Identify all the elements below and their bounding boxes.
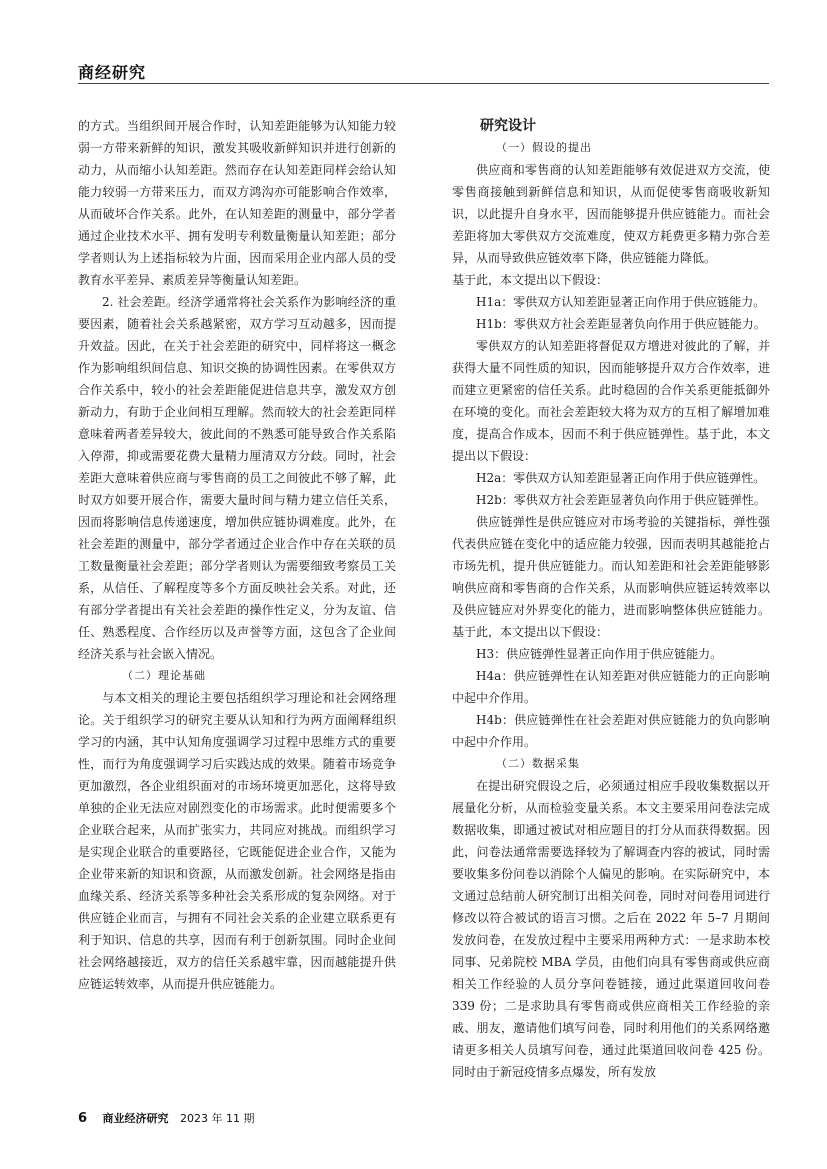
subheading-data-collection: （二）数据采集 — [496, 757, 580, 770]
paragraph-data-collection: 在提出研究假设之后，必须通过相应手段收集数据以开展量化分析，从而检验变量关系。本文主要采用问卷法完成数据收集，即通过被试对相应题目的打分从而获得数据。因此，问卷法通常需要选择较为了解调查内容的被试，同时需要收集多份问卷以消除个人偏见的影响。在实际研究中，本文通过总结前人研究制订出相关问卷，同时对问卷用词进行修改以符合被试的语言习惯。之后在 2022 年 5–7 月期间发放问卷，在发放过程中主要采用两种方式：一是求助本校同事、兄弟院校 MBA 学员，由他们向具有零售商或供应商相关工作经验的人员分享问卷链接，通过此渠道回收问卷 339 份；二是求助具有零售商或供应商相关工作经验的亲戚、朋友，邀请他们填写问卷，同时利用他们的关系网络邀请更多相关人员填写问卷，通过此渠道回收问卷 425 份。同时由于新冠疫情多点爆发，所有发放 — [452, 779, 770, 1079]
paragraph-cognitive-gap-continued: 的方式。当组织间开展合作时，认知差距能够为认知能力较弱一方带来新鲜的知识，激发其吸收新鲜知识并进行创新的动力，从而缩小认知差距。然而存在认知差距同样会给认知能力较弱一方带来压力，而双方鸿沟亦可能影响合作效率，从而破坏合作关系。此外，在认知差距的测量中，部分学者通过企业技术水平、拥有发明专利数量衡量认知差距；部分学者则认为上述指标较为片面，因而采用企业内部人员的受教育水平差异、素质差异等衡量认知差距。 — [78, 119, 396, 287]
paragraph-hypothesis-lead: 基于此，本文提出以下假设： — [452, 273, 609, 287]
footer-journal-name: 商业经济研究 — [102, 1112, 169, 1125]
paragraph-resilience-capability: 供应链弹性是供应链应对市场考验的关键指标，弹性强代表供应链在变化中的适应能力较强，因而表明其越能抢占市场先机，提升供应链能力。而认知差距和社会差距能够影响供应商和零售商的合作关系，从而影响供应链运转效率以及供应链应对外界变化的能力，进而影响整体供应链能力。基于此，本文提出以下假设： — [452, 515, 770, 639]
section-title-research-design: 研究设计 — [480, 118, 536, 134]
journal-title: 商经研究 — [78, 63, 147, 82]
paragraph-theory: 与本文相关的理论主要包括组织学习理论和社会网络理论。关于组织学习的研究主要从认知和行为两方面阐释组织学习的内涵，其中认知角度强调学习过程中思维方式的重要性，而行为角度强调学习后实践达成的效果。随着市场竞争更加激烈，各企业组织面对的市场环境更加恶化，这将导致单独的企业无法应对剧烈变化的市场需求。此时便需要多个企业联合起来，从而扩张实力，共同应对挑战。而组织学习是实现企业联合的重要路径，它既能促进企业合作，又能为企业带来新的知识和资源，从而激发创新。社会网络是指由血缘关系、经济关系等多种社会关系形成的复杂网络。对于供应链企业而言，与拥有不同社会关系的企业建立联系更有利于知识、信息的共享，因而有利于创新氛围。同时企业间社会网络越接近，双方的信任关系越牢靠，因而越能提升供应链运转效率，从而提升供应链能力。 — [78, 691, 396, 991]
footer-issue: 2023 年 11 期 — [180, 1112, 255, 1125]
left-column — [78, 115, 396, 995]
paragraph-resilience-gap: 零供双方的认知差距将督促双方增进对彼此的了解，并获得大量不同性质的知识，因而能够提升双方合作效率，进而建立更紧密的信任关系。此时稳固的合作关系更能抵御外在环境的变化。而社会差距较大将为双方的互相了解增加难度，提高合作成本，因而不利于供应链弹性。基于此，本文提出以下假设： — [452, 339, 770, 463]
header-divider — [78, 83, 769, 84]
hypothesis-h4b: H4b：供应链弹性在社会差距对供应链能力的负向影响中起中介作用。 — [452, 713, 770, 749]
hypothesis-h4a: H4a：供应链弹性在认知差距对供应链能力的正向影响中起中介作用。 — [452, 669, 770, 705]
paragraph-social-gap: 2. 社会差距。经济学通常将社会关系作为影响经济的重要因素，随着社会关系越紧密，双方学习互动越多，因而提升效益。因此，在关于社会差距的研究中，同样将这一概念作为影响组织间信息、知识交换的协调性因素。在零供双方合作关系中，较小的社会差距能促进信息共享，激发双方创新动力，有助于企业间相互理解。然而较大的社会差距同样意味着两者差异较大，彼此间的不熟悉可能导致合作关系陷入停滞，抑或需要花费大量精力厘清双方分歧。同时，社会差距大意味着供应商与零售商的员工之间彼此不够了解，此时双方如要开展合作，需要大量时间与精力建立信任关系，因而将影响信息传递速度，增加供应链协调难度。此外，在社会差距的测量中，部分学者通过企业合作中存在关联的员工数量衡量社会差距；部分学者则认为需要细致考察员工关系，从信任、了解程度等多个方面反映社会关系。对此，还有部分学者提出有关社会差距的操作性定义，分为友谊、信任、熟悉程度、合作经历以及声誉等方面，这包含了企业间经济关系与社会嵌入情况。 — [78, 295, 396, 661]
page-footer — [78, 1110, 255, 1126]
hypothesis-h2b: H2b：零供双方社会差距显著负向作用于供应链弹性。 — [476, 493, 766, 507]
subheading-hypotheses: （一）假设的提出 — [496, 141, 592, 154]
page-number: 6 — [78, 1111, 88, 1126]
paragraph-hypothesis-intro: 供应商和零售商的认知差距能够有效促进双方交流，使零售商接触到新鲜信息和知识，从而促使零售商吸收新知识，以此提升自身水平，因而能够提升供应链能力。而社会差距将加大零供双方交流难度，使双方耗费更多精力弥合差异，从而导致供应链效率下降，供应链能力降低。 — [452, 163, 770, 265]
hypothesis-h3: H3：供应链弹性显著正向作用于供应链能力。 — [476, 647, 723, 661]
hypothesis-h2a: H2a：零供双方认知差距显著正向作用于供应链弹性。 — [476, 471, 766, 485]
hypothesis-h1a: H1a：零供双方认知差距显著正向作用于供应链能力。 — [476, 295, 766, 309]
subheading-theory: （二）理论基础 — [122, 669, 206, 682]
hypothesis-h1b: H1b：零供双方社会差距显著负向作用于供应链能力。 — [476, 317, 766, 331]
right-column — [452, 115, 770, 1083]
